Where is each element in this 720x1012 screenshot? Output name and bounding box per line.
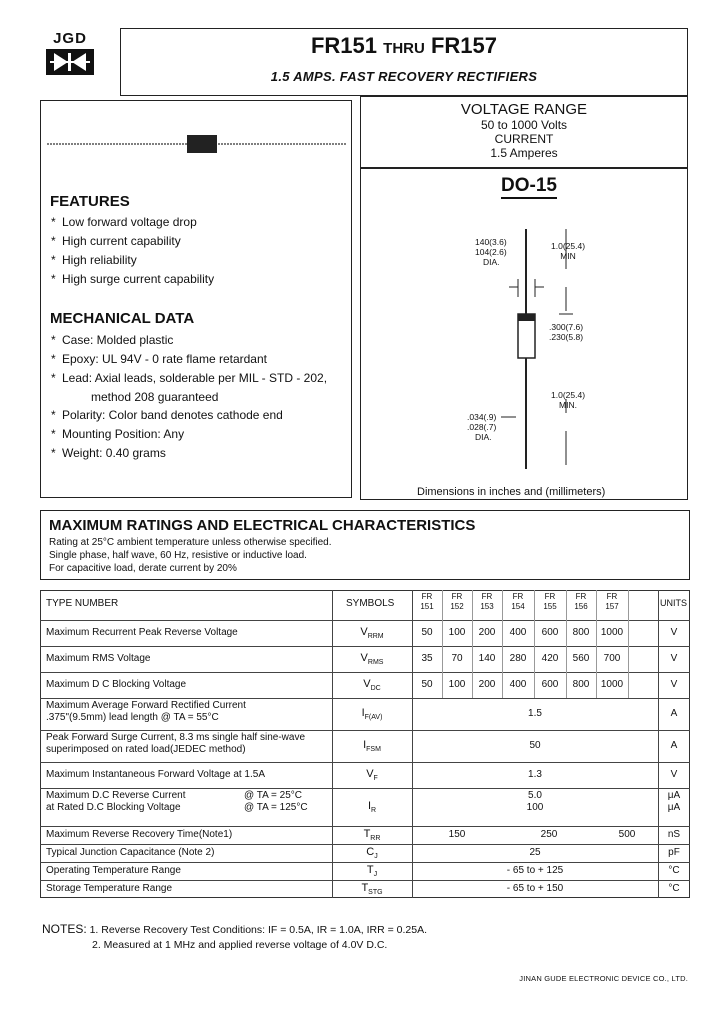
table-cell-value: 70 xyxy=(451,653,463,664)
table-row-divider xyxy=(40,730,690,731)
table-row-symbol: $I_R$ xyxy=(367,800,377,815)
table-row-unit: V xyxy=(670,653,678,664)
header-symbols: SYMBOLS xyxy=(346,598,395,609)
list-item: * Lead: Axial leads, solderable per MIL - STD - 202, xyxy=(51,371,328,385)
table-row-param: Maximum D C Blocking Voltage xyxy=(46,679,187,690)
package-name: DO-15 xyxy=(501,175,557,199)
table-row-param: Storage Temperature Range xyxy=(46,883,173,894)
list-item: * Low forward voltage drop xyxy=(51,215,197,229)
table-row-param: Maximum Reverse Recovery Time(Note1) xyxy=(46,829,233,840)
current-value: 1.5 Amperes xyxy=(490,146,558,160)
header-part-number: FR 153 xyxy=(480,592,494,611)
table-cell-value: 5.0 100 xyxy=(526,790,544,813)
dim-lead-dia: 140(3.6) 104(2.6) DIA. xyxy=(475,237,507,267)
page-subtitle: 1.5 AMPS. FAST RECOVERY RECTIFIERS xyxy=(270,69,538,84)
table-row-symbol: $T_{STG}$ xyxy=(361,882,383,897)
rating-note: For capacitive load, derate current by 20% xyxy=(49,563,237,574)
table-cell-value: 560 xyxy=(572,653,590,664)
ratings-table xyxy=(40,590,690,898)
table-row-symbol: $V_{RRM}$ xyxy=(360,626,384,641)
table-cell-value: 50 xyxy=(529,740,541,751)
ratings-heading: MAXIMUM RATINGS AND ELECTRICAL CHARACTERISTICS xyxy=(49,517,476,534)
header-part-number: FR 157 xyxy=(605,592,619,611)
table-cell-value: - 65 to + 125 xyxy=(506,865,564,876)
company-logo xyxy=(40,30,100,78)
note-1: 1. Reverse Recovery Test Conditions: IF = 0.5A, IR = 1.0A, IRR = 0.25A. xyxy=(89,924,428,936)
header-part-number: FR 154 xyxy=(511,592,525,611)
table-row-symbol: $C_J$ xyxy=(366,846,378,861)
table-cell-value: 280 xyxy=(509,653,527,664)
table-cell-value: 500 xyxy=(618,829,636,840)
table-row-divider xyxy=(40,862,690,863)
table-row-unit: A xyxy=(670,740,678,751)
table-row-param: Maximum D.C Reverse Current at Rated D.C Blocking Voltage xyxy=(46,790,186,813)
table-cell-value: 200 xyxy=(478,679,496,690)
table-cell-value: 420 xyxy=(541,653,559,664)
table-cell-value: - 65 to + 150 xyxy=(506,883,564,894)
table-row-unit: °C xyxy=(668,883,680,894)
table-row-condition: @ TA = 25°C @ TA = 125°C xyxy=(244,790,308,813)
table-cell-value: 1000 xyxy=(600,627,624,638)
notes xyxy=(42,922,427,951)
table-row-unit: °C xyxy=(668,865,680,876)
dimensions-caption: Dimensions in inches and (millimeters) xyxy=(417,486,606,498)
table-cell-value: 1000 xyxy=(600,679,624,690)
title-box xyxy=(120,28,688,96)
table-cell-value: 200 xyxy=(478,627,496,638)
table-row-symbol: $T_J$ xyxy=(366,864,378,879)
mechanical-heading: MECHANICAL DATA xyxy=(50,310,195,327)
table-row-unit: V xyxy=(670,769,678,780)
table-row-param: Typical Junction Capacitance (Note 2) xyxy=(46,847,215,858)
table-cell-value: 600 xyxy=(541,627,559,638)
table-cell-value: 50 xyxy=(421,679,433,690)
list-item: * Weight: 0.40 grams xyxy=(51,446,166,460)
header-part-number: FR 152 xyxy=(450,592,464,611)
rating-note: Rating at 25°C ambient temperature unless otherwise specified. xyxy=(49,537,332,548)
part-end: FR157 xyxy=(430,33,497,58)
table-cell-value: 140 xyxy=(478,653,496,664)
table-row-unit: pF xyxy=(668,847,680,858)
table-row-symbol: $I_{FSM}$ xyxy=(363,739,381,754)
rating-note: Single phase, half wave, 60 Hz, resistive or inductive load. xyxy=(49,550,307,561)
note-2: 2. Measured at 1 MHz and applied reverse voltage of 4.0V D.C. xyxy=(92,939,388,951)
table-row-param: Maximum RMS Voltage xyxy=(46,653,151,664)
table-row-divider xyxy=(40,844,690,845)
table-row-unit: nS xyxy=(667,829,681,840)
header-part-number: FR 156 xyxy=(574,592,588,611)
notes-label: NOTES: xyxy=(42,922,87,936)
table-cell-value: 100 xyxy=(448,627,466,638)
table-row-divider xyxy=(40,698,690,699)
table-row-param: Maximum Recurrent Peak Reverse Voltage xyxy=(46,627,238,638)
table-row-divider xyxy=(40,826,690,827)
table-cell-value: 400 xyxy=(509,627,527,638)
table-row-divider xyxy=(40,646,690,647)
list-item: * High reliability xyxy=(51,253,137,267)
table-row-symbol: $V_{RMS}$ xyxy=(360,652,384,667)
diode-image xyxy=(47,129,347,159)
table-row-divider xyxy=(40,620,690,621)
list-item: method 208 guaranteed xyxy=(91,390,219,404)
table-cell-value: 600 xyxy=(541,679,559,690)
dim-wire: .034(.9) .028(.7) DIA. xyxy=(467,412,497,442)
table-row-unit: V xyxy=(670,627,678,638)
list-item: * Case: Molded plastic xyxy=(51,333,174,347)
table-row-unit: V xyxy=(670,679,678,690)
list-item: * Mounting Position: Any xyxy=(51,427,185,441)
package-outline-drawing xyxy=(361,169,687,499)
table-row-divider xyxy=(40,762,690,763)
dim-body: .300(7.6) .230(5.8) xyxy=(549,322,584,342)
table-cell-value: 800 xyxy=(572,627,590,638)
table-row-symbol: $T_{RR}$ xyxy=(363,828,381,843)
table-cell-value: 150 xyxy=(448,829,466,840)
page-title xyxy=(121,33,687,59)
table-row-divider xyxy=(40,672,690,673)
table-cell-value: 800 xyxy=(572,679,590,690)
table-row-divider xyxy=(40,788,690,789)
header-part-number: FR 155 xyxy=(543,592,557,611)
part-start: FR151 xyxy=(310,33,378,58)
table-col-divider xyxy=(628,590,629,698)
table-row-param: Maximum Average Forward Rectified Current .375"(9.5mm) lead length @ TA = 55°C xyxy=(46,700,246,723)
footer-company: JINAN GUDE ELECTRONIC DEVICE CO., LTD. xyxy=(519,974,688,983)
package-drawing-box xyxy=(360,168,688,500)
features-panel xyxy=(40,100,352,498)
header-units: UNITS xyxy=(660,598,687,608)
current-label: CURRENT xyxy=(494,132,554,146)
voltage-range-title: VOLTAGE RANGE xyxy=(460,101,588,118)
table-cell-value: 100 xyxy=(448,679,466,690)
table-cell-value: 1.3 xyxy=(528,769,542,780)
voltage-range-box xyxy=(360,96,688,168)
table-row-param: Peak Forward Surge Current, 8.3 ms single half sine-wave superimposed on rated load(JEDEC method) xyxy=(46,732,306,755)
dim-length-bottom: 1.0(25.4) MIN. xyxy=(551,390,586,410)
list-item: * Epoxy: UL 94V - 0 rate flame retardant xyxy=(51,352,267,366)
table-cell-value: 25 xyxy=(529,847,541,858)
table-row-unit: μA μA xyxy=(667,790,681,813)
table-cell-value: 700 xyxy=(603,653,621,664)
voltage-range-value: 50 to 1000 Volts xyxy=(480,118,568,132)
list-item: * Polarity: Color band denotes cathode end xyxy=(51,408,283,422)
logo-text: JGD xyxy=(53,30,87,47)
features-heading: FEATURES xyxy=(50,193,130,210)
table-row-param: Maximum Instantaneous Forward Voltage at 1.5A xyxy=(46,769,266,780)
table-row-symbol: $I_{F(AV)}$ xyxy=(361,707,383,722)
list-item: * High current capability xyxy=(51,234,181,248)
table-cell-value: 400 xyxy=(509,679,527,690)
table-row-symbol: $V_{DC}$ xyxy=(363,678,381,693)
ratings-box xyxy=(40,510,690,580)
diode-logo-icon xyxy=(46,49,94,75)
thru-label: THRU xyxy=(383,40,425,57)
table-cell-value: 50 xyxy=(421,627,433,638)
table-cell-value: 1.5 xyxy=(528,708,542,719)
dim-length-top: 1.0(25.4) MIN xyxy=(551,241,586,261)
table-row-unit: A xyxy=(670,708,678,719)
header-type-number: TYPE NUMBER xyxy=(46,598,119,609)
table-row-symbol: $V_F$ xyxy=(366,768,378,783)
table-row-param: Operating Temperature Range xyxy=(46,865,181,876)
list-item: * High surge current capability xyxy=(51,272,215,286)
header-part-number: FR 151 xyxy=(420,592,434,611)
table-cell-value: 35 xyxy=(421,653,433,664)
table-cell-value: 250 xyxy=(540,829,558,840)
table-row-divider xyxy=(40,880,690,881)
